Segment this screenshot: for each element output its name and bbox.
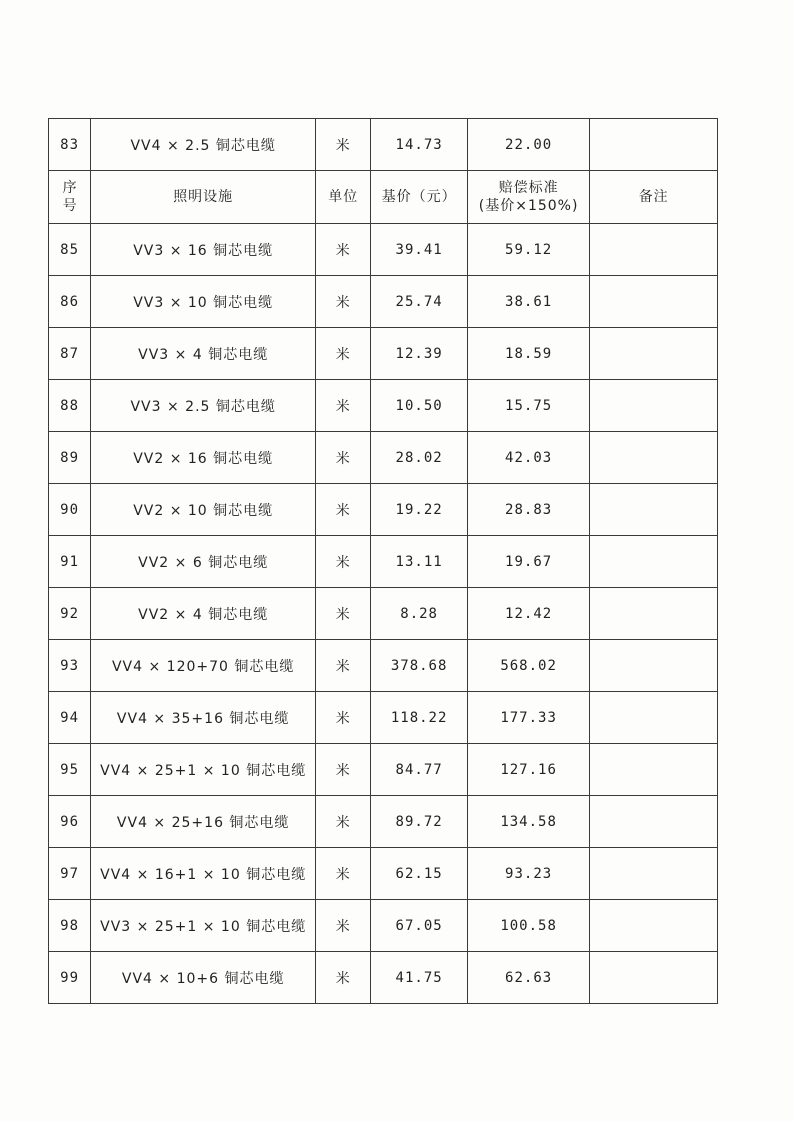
table-row xyxy=(49,796,718,848)
item-name: VV2 × 10 铜芯电缆 xyxy=(91,484,316,536)
remark xyxy=(590,952,718,1004)
table-row xyxy=(49,952,718,1004)
base-price: 67.05 xyxy=(371,900,467,952)
base-price: 12.39 xyxy=(371,328,467,380)
unit: 米 xyxy=(316,588,371,640)
base-price: 8.28 xyxy=(371,588,467,640)
table-row xyxy=(49,588,718,640)
unit: 米 xyxy=(316,796,371,848)
remark xyxy=(590,536,718,588)
row-number: 95 xyxy=(49,744,91,796)
compensation-standard: 59.12 xyxy=(467,224,590,276)
unit: 米 xyxy=(316,380,371,432)
row-number: 90 xyxy=(49,484,91,536)
unit: 米 xyxy=(316,276,371,328)
item-name: VV4 × 10+6 铜芯电缆 xyxy=(91,952,316,1004)
compensation-standard: 127.16 xyxy=(467,744,590,796)
remark xyxy=(590,119,718,171)
compensation-standard: 18.59 xyxy=(467,328,590,380)
row-number: 88 xyxy=(49,380,91,432)
base-price: 10.50 xyxy=(371,380,467,432)
compensation-standard: 28.83 xyxy=(467,484,590,536)
remark xyxy=(590,380,718,432)
row-number: 85 xyxy=(49,224,91,276)
header-unit: 单位 xyxy=(316,171,371,224)
remark xyxy=(590,692,718,744)
remark xyxy=(590,224,718,276)
table-row xyxy=(49,119,718,171)
unit: 米 xyxy=(316,119,371,171)
unit: 米 xyxy=(316,692,371,744)
table-row xyxy=(49,224,718,276)
remark xyxy=(590,328,718,380)
table-row xyxy=(49,328,718,380)
base-price: 84.77 xyxy=(371,744,467,796)
table-row xyxy=(49,276,718,328)
base-price: 39.41 xyxy=(371,224,467,276)
remark xyxy=(590,432,718,484)
header-number-label: 序号 xyxy=(62,180,78,214)
row-number: 87 xyxy=(49,328,91,380)
base-price: 28.02 xyxy=(371,432,467,484)
header-std-line1: 赔偿标准 xyxy=(498,180,559,196)
table-row xyxy=(49,536,718,588)
base-price: 25.74 xyxy=(371,276,467,328)
header-number xyxy=(49,171,91,224)
unit: 米 xyxy=(316,328,371,380)
row-number: 86 xyxy=(49,276,91,328)
item-name: VV4 × 120+70 铜芯电缆 xyxy=(91,640,316,692)
row-number: 98 xyxy=(49,900,91,952)
table-row xyxy=(49,380,718,432)
table-row xyxy=(49,900,718,952)
compensation-standard: 100.58 xyxy=(467,900,590,952)
remark xyxy=(590,484,718,536)
base-price: 41.75 xyxy=(371,952,467,1004)
row-number: 99 xyxy=(49,952,91,1004)
table-row xyxy=(49,848,718,900)
remark xyxy=(590,588,718,640)
table-row xyxy=(49,640,718,692)
item-name: VV2 × 4 铜芯电缆 xyxy=(91,588,316,640)
compensation-standard: 38.61 xyxy=(467,276,590,328)
compensation-standard: 42.03 xyxy=(467,432,590,484)
unit: 米 xyxy=(316,640,371,692)
item-name: VV3 × 16 铜芯电缆 xyxy=(91,224,316,276)
item-name: VV2 × 16 铜芯电缆 xyxy=(91,432,316,484)
unit: 米 xyxy=(316,224,371,276)
remark xyxy=(590,640,718,692)
row-number: 94 xyxy=(49,692,91,744)
row-number: 96 xyxy=(49,796,91,848)
header-remark: 备注 xyxy=(590,171,718,224)
compensation-standard: 62.63 xyxy=(467,952,590,1004)
unit: 米 xyxy=(316,432,371,484)
table-row xyxy=(49,744,718,796)
compensation-standard: 177.33 xyxy=(467,692,590,744)
unit: 米 xyxy=(316,848,371,900)
compensation-standard: 12.42 xyxy=(467,588,590,640)
compensation-price-table xyxy=(48,118,718,1004)
base-price: 89.72 xyxy=(371,796,467,848)
base-price: 14.73 xyxy=(371,119,467,171)
item-name: VV2 × 6 铜芯电缆 xyxy=(91,536,316,588)
base-price: 13.11 xyxy=(371,536,467,588)
row-number: 83 xyxy=(49,119,91,171)
unit: 米 xyxy=(316,900,371,952)
table-row xyxy=(49,484,718,536)
item-name: VV4 × 25+1 × 10 铜芯电缆 xyxy=(91,744,316,796)
remark xyxy=(590,900,718,952)
item-name: VV3 × 25+1 × 10 铜芯电缆 xyxy=(91,900,316,952)
item-name: VV3 × 2.5 铜芯电缆 xyxy=(91,380,316,432)
compensation-standard: 134.58 xyxy=(467,796,590,848)
row-number: 89 xyxy=(49,432,91,484)
item-name: VV4 × 16+1 × 10 铜芯电缆 xyxy=(91,848,316,900)
row-number: 92 xyxy=(49,588,91,640)
row-number: 97 xyxy=(49,848,91,900)
unit: 米 xyxy=(316,744,371,796)
base-price: 118.22 xyxy=(371,692,467,744)
remark xyxy=(590,848,718,900)
table-header-row xyxy=(49,171,718,224)
base-price: 62.15 xyxy=(371,848,467,900)
remark xyxy=(590,744,718,796)
row-number: 93 xyxy=(49,640,91,692)
item-name: VV3 × 4 铜芯电缆 xyxy=(91,328,316,380)
item-name: VV3 × 10 铜芯电缆 xyxy=(91,276,316,328)
header-item-name: 照明设施 xyxy=(91,171,316,224)
unit: 米 xyxy=(316,484,371,536)
item-name: VV4 × 25+16 铜芯电缆 xyxy=(91,796,316,848)
item-name: VV4 × 2.5 铜芯电缆 xyxy=(91,119,316,171)
base-price: 19.22 xyxy=(371,484,467,536)
unit: 米 xyxy=(316,952,371,1004)
row-number: 91 xyxy=(49,536,91,588)
compensation-standard: 93.23 xyxy=(467,848,590,900)
compensation-standard: 22.00 xyxy=(467,119,590,171)
remark xyxy=(590,276,718,328)
unit: 米 xyxy=(316,536,371,588)
header-compensation-standard xyxy=(467,171,590,224)
item-name: VV4 × 35+16 铜芯电缆 xyxy=(91,692,316,744)
table-row xyxy=(49,432,718,484)
compensation-standard: 568.02 xyxy=(467,640,590,692)
base-price: 378.68 xyxy=(371,640,467,692)
remark xyxy=(590,796,718,848)
compensation-standard: 19.67 xyxy=(467,536,590,588)
header-base-price: 基价（元） xyxy=(371,171,467,224)
compensation-standard: 15.75 xyxy=(467,380,590,432)
table-row xyxy=(49,692,718,744)
header-std-line2: (基价×150%) xyxy=(478,198,579,214)
